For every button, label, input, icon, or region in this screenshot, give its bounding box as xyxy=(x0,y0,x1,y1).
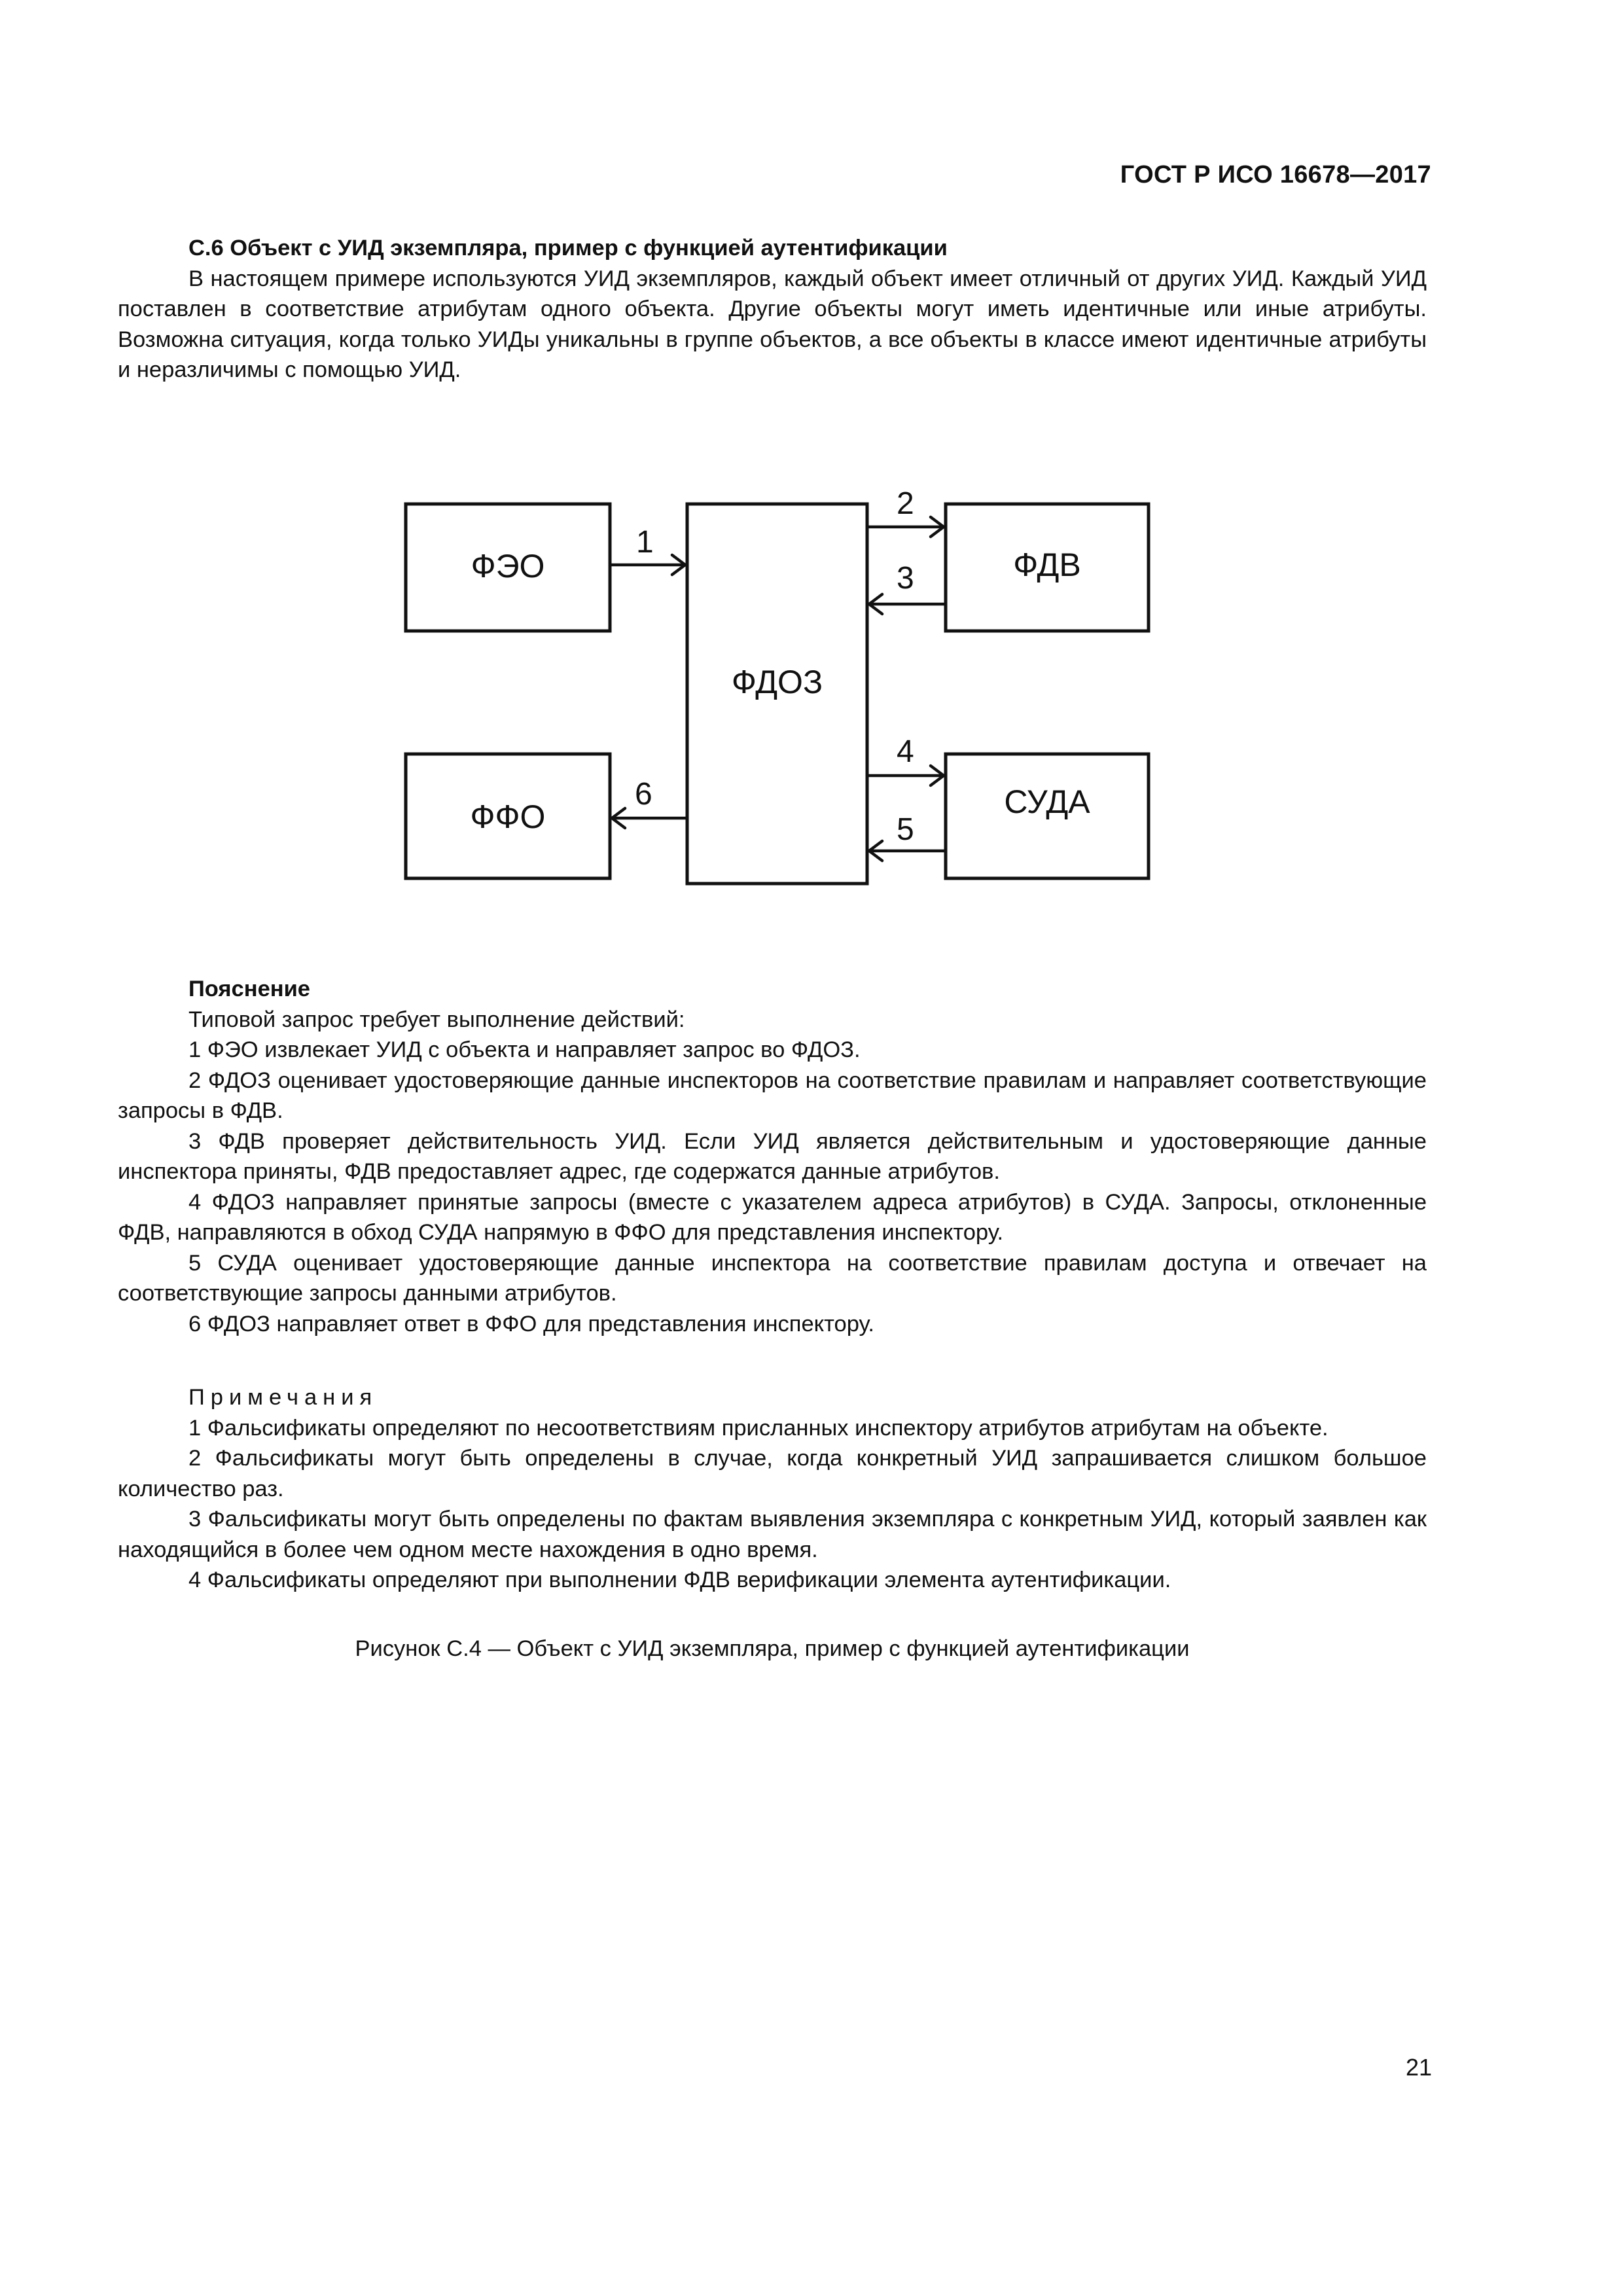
explanation-item: 3 ФДВ проверяет действительность УИД. Если УИД является действительным и удостоверяющие данные инспектора приняты, ФДВ предоставляет адрес, где содержатся данные атрибутов. xyxy=(118,1128,1427,1184)
explanation-item: 5 СУДА оценивает удостоверяющие данные инспектора на соответствие правилам доступа и отвечает на соответствующие запросы данными атрибутов. xyxy=(118,1250,1427,1306)
explanation-intro: Типовой запрос требует выполнение действий: xyxy=(188,1007,685,1032)
section-paragraph: В настоящем примере используются УИД экземпляров, каждый объект имеет отличный от других УИД. Каждый УИД поставлен в соответствие атрибутам одного объекта. Другие объекты могут иметь идентичные или иные атрибуты. Возможна ситуация, когда только УИДы уникальны в группе объектов, а все объекты в классе имеют идентичные атрибуты и неразличимы с помощью УИД. xyxy=(118,266,1427,382)
notes-title: Примечания xyxy=(188,1385,378,1410)
note-item: 3 Фальсификаты могут быть определены по фактам выявления экземпляра с конкретным УИД, который заявлен как находящийся в более чем одном месте нахождения в одно время. xyxy=(118,1507,1427,1562)
figure-caption: Рисунок С.4 — Объект с УИД экземпляра, пример с функцией аутентификации xyxy=(355,1636,1190,1661)
arrow-5-number: 5 xyxy=(897,812,914,847)
arrow-6-number: 6 xyxy=(635,777,652,812)
arrow-2-number: 2 xyxy=(897,486,914,521)
box-fdoz-label: ФДОЗ xyxy=(731,664,823,700)
arrow-1-number: 1 xyxy=(636,525,654,560)
page-header-standard: ГОСТ Р ИСО 16678—2017 xyxy=(1120,161,1431,188)
explanation-item: 6 ФДОЗ направляет ответ в ФФО для представления инспектору. xyxy=(188,1311,874,1336)
note-item: 4 Фальсификаты определяют при выполнении ФДВ верификации элемента аутентификации. xyxy=(188,1568,1171,1592)
box-ffo-label: ФФО xyxy=(470,798,546,835)
explanation-block xyxy=(118,974,1427,1339)
box-suda-label: СУДА xyxy=(1004,783,1090,820)
section-c6 xyxy=(118,233,1427,386)
note-item: 2 Фальсификаты могут быть определены в случае, когда конкретный УИД запрашивается слишком большое количество раз. xyxy=(118,1446,1427,1501)
explanation-item: 2 ФДОЗ оценивает удостоверяющие данные инспекторов на соответствие правилам и направляет соответствующие запросы в ФДВ. xyxy=(118,1067,1427,1123)
note-item: 1 Фальсификаты определяют по несоответствиям присланных инспектору атрибутов атрибутам на объекте. xyxy=(188,1415,1329,1441)
box-fdv-label: ФДВ xyxy=(1013,547,1081,583)
explanation-title: Пояснение xyxy=(188,977,310,1001)
notes-block xyxy=(118,1382,1427,1596)
page-number: 21 xyxy=(1405,2054,1432,2081)
arrow-3-number: 3 xyxy=(897,561,914,596)
arrow-4-number: 4 xyxy=(897,734,914,769)
explanation-item: 1 ФЭО извлекает УИД с объекта и направляет запрос во ФДОЗ. xyxy=(188,1037,861,1062)
section-title: С.6 Объект с УИД экземпляра, пример с функцией аутентификации xyxy=(188,236,948,260)
box-feo-label: ФЭО xyxy=(471,548,545,584)
figure-diagram xyxy=(393,478,1178,897)
explanation-item: 4 ФДОЗ направляет принятые запросы (вместе с указателем адреса атрибутов) в СУДА. Запросы, отклоненные ФДВ, направляются в обход СУДА напрямую в ФФО для представления инспектору. xyxy=(118,1189,1427,1245)
